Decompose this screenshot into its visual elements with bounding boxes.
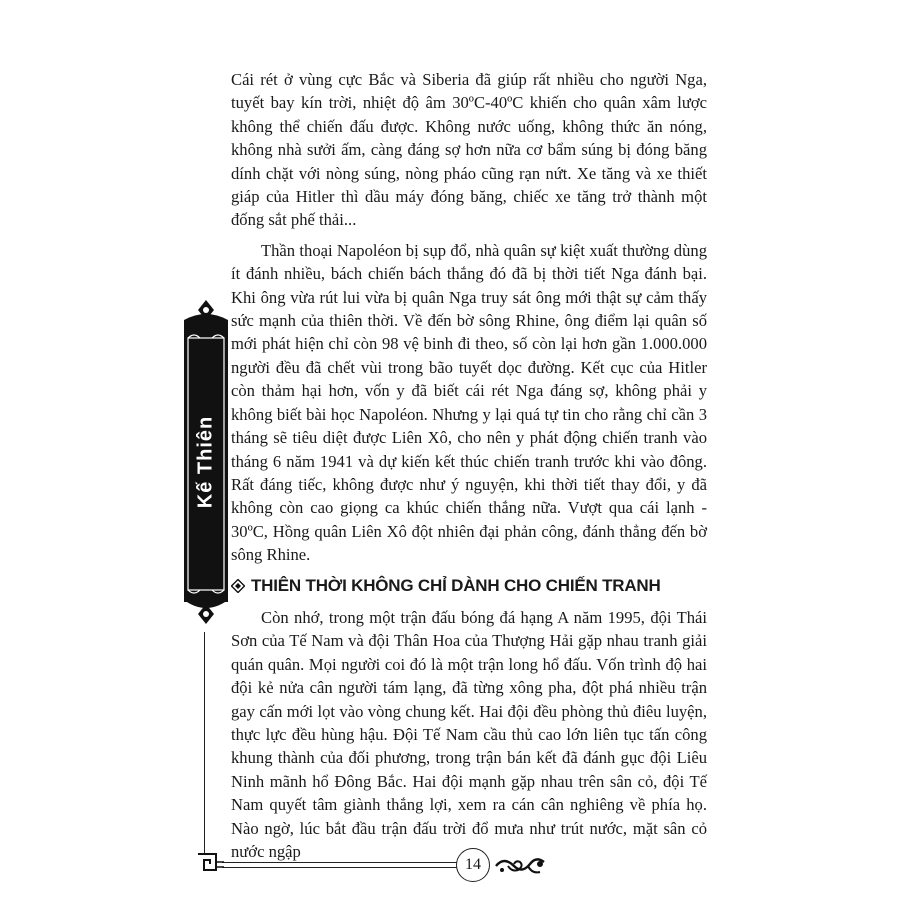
section-heading-text: THIÊN THỜI KHÔNG CHỈ DÀNH CHO CHIẾN TRANH xyxy=(251,576,661,595)
paragraph: Thần thoại Napoléon bị sụp đổ, nhà quân sự kiệt xuất thường dùng ít đánh nhiều, bách chiến bách thắng đó đã bị thời tiết Nga đánh bại. Khi ông vừa rút lui vừa bị quân Nga truy sát ông mới thật sự cảm thấy sức mạnh của thiên thời. Về đến bờ sông Rhine, ông điểm lại quân số mới phát hiện chỉ còn 98 vệ binh đi theo, số còn lại hơn gần 1.000.000 người đều đã chết vùi trong bão tuyết dọc đường. Kết cục của Hitler còn thảm hại hơn, vốn y đã biết cái rét Nga đáng sợ, không phải y không biết bài học Napoléon. Nhưng y lại quá tự tin cho rằng chỉ cần 3 tháng sẽ tiêu diệt được Liên Xô, cho nên y phát động chiến tranh vào tháng 6 năm 1941 và dự kiến kết thúc chiến tranh trước khi vào đông. Rất đáng tiếc, không được như ý nguyện, khi thời tiết thay đổi, y đã không còn cao giọng ca khúc chiến thắng nữa. Vượt qua cái lạnh - 30ºC, Hồng quân Liên Xô đột nhiên đại phản công, đánh thẳng đến bờ sông Rhine. xyxy=(231,240,707,565)
bottom-border-rule-inner xyxy=(222,867,457,868)
left-border-rule xyxy=(204,632,205,854)
paragraph: Còn nhớ, trong một trận đấu bóng đá hạng A năm 1995, đội Thái Sơn của Tế Nam và đội Thân Hoa của Thượng Hải gặp nhau tranh giải quán quân. Mọi người coi đó là một trận long hổ đấu. Vốn trình độ hai đội kẻ nửa cân người tám lạng, đã từng xông pha, đột phá nhiều trận gay cấn mới lọt vào vòng chung kết. Hai đội đều phòng thủ điêu luyện, thực lực đều hùng hậu. Đội Tế Nam cầu thủ cao lớn liên tục tấn công khung thành của đối phương, trong trận bán kết đã đánh gục đội Liêu Ninh mãnh hổ Đông Bắc. Hai đội mạnh gặp nhau trên sân cỏ, đội Tế Nam quyết tâm giành thắng lợi, xem ra cán cân nghiêng về phía họ. Nào ngờ, lúc bắt đầu trận đấu trời đổ mưa như trút nước, mặt sân cỏ nước ngập xyxy=(231,608,707,862)
section-heading xyxy=(231,576,711,596)
swirl-ornament-icon xyxy=(494,852,546,880)
body-text-section xyxy=(231,606,707,863)
paragraph: Cái rét ở vùng cực Bắc và Siberia đã giúp rất nhiều cho người Nga, tuyết bay kín trời, nhiệt độ âm 30ºC-40ºC khiến cho quân xâm lược không thể chiến đấu được. Không nước uống, không thức ăn nóng, không nhà sưởi ấm, càng đáng sợ hơn nữa cơ bẩm súng bị đóng băng dính chặt với nòng súng, nòng pháo cũng rạn nứt. Xe tăng và xe thiết giáp của Hitler thì dầu máy đóng băng, chiếc xe tăng trở thành một đống sắt phế thải... xyxy=(231,70,707,230)
diamond-icon xyxy=(231,579,245,593)
page-number: 14 xyxy=(456,848,490,882)
body-text-top xyxy=(231,68,707,567)
chapter-title: Kế Thiên xyxy=(194,415,217,509)
key-corner-icon xyxy=(194,850,224,876)
